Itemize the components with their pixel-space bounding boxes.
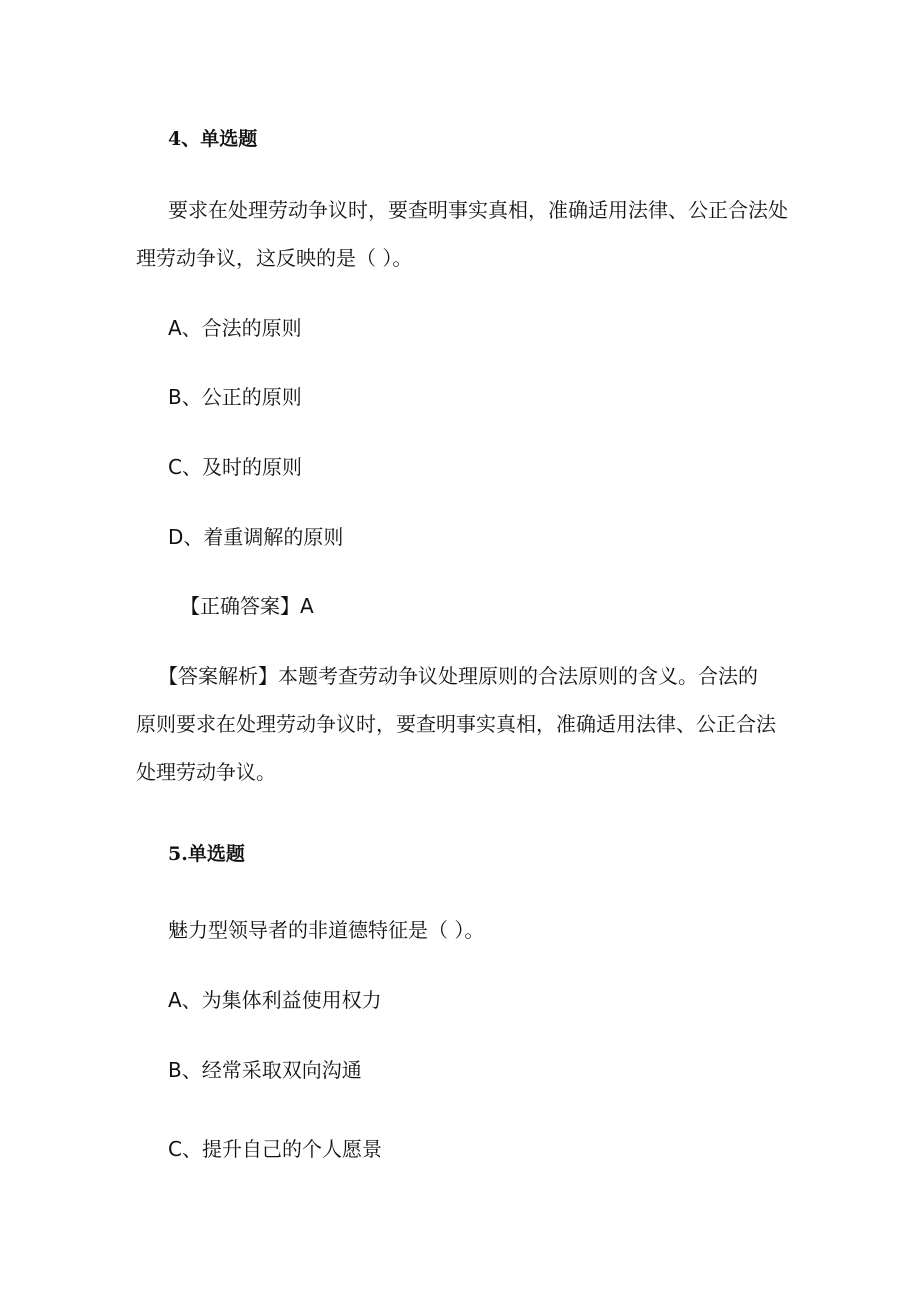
question-4-option-c: C、及时的原则 — [168, 455, 302, 479]
question-4-analysis-line-2: 原则要求在处理劳动争议时，要查明事实真相，准确适用法律、公正合法 — [136, 712, 776, 736]
question-4-option-d: D、着重调解的原则 — [168, 525, 344, 549]
question-5-heading: 5.单选题 — [168, 843, 245, 865]
question-4-analysis-line-1: 【答案解析】本题考查劳动争议处理原则的合法原则的含义。合法的 — [158, 664, 758, 688]
question-4-option-a: A、合法的原则 — [168, 316, 302, 340]
question-4-option-b: B、公正的原则 — [168, 385, 302, 409]
question-4-heading: 4、单选题 — [168, 128, 258, 150]
question-5-option-c: C、提升自己的个人愿景 — [168, 1137, 382, 1161]
question-5-stem-line-1: 魅力型领导者的非道德特征是（ ）。 — [168, 918, 485, 942]
question-5-option-b: B、经常采取双向沟通 — [168, 1058, 362, 1082]
question-4-stem-line-1: 要求在处理劳动争议时，要查明事实真相，准确适用法律、公正合法处 — [168, 198, 788, 222]
question-4-stem-line-2: 理劳动争议，这反映的是（ ）。 — [136, 246, 413, 270]
question-4-answer: 【正确答案】A — [180, 594, 314, 618]
question-4-analysis-line-3: 处理劳动争议。 — [136, 760, 276, 784]
question-5-option-a: A、为集体利益使用权力 — [168, 988, 382, 1012]
